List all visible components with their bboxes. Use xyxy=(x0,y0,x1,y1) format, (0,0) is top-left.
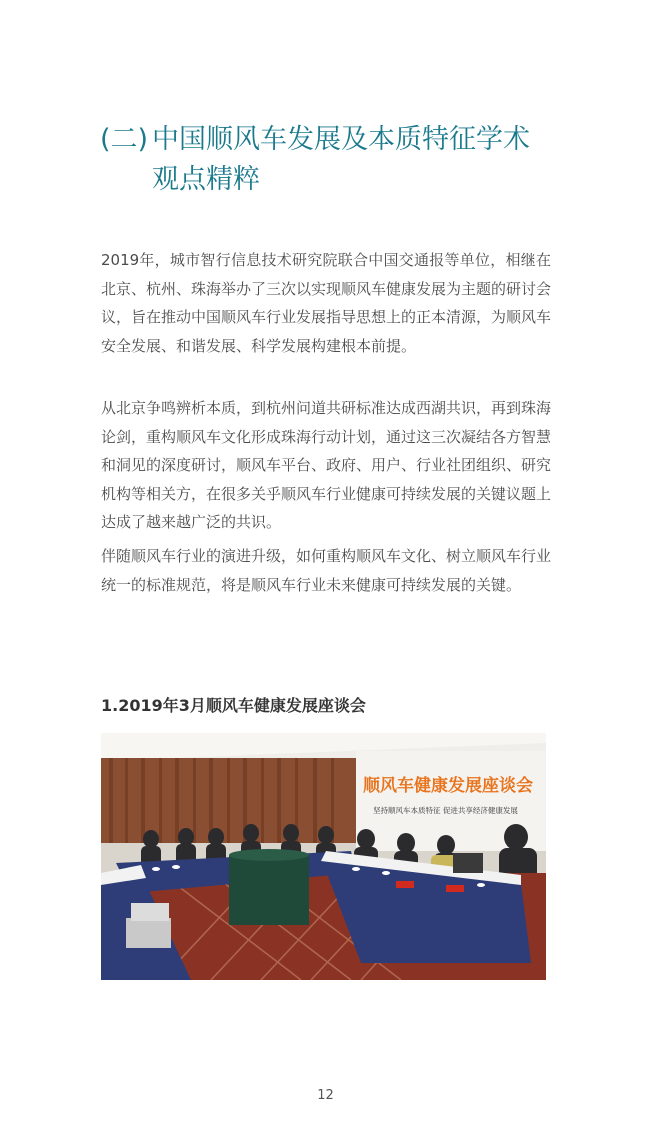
section-title-line2: 观点精粹 xyxy=(152,164,260,195)
body-paragraph-2: 从北京争鸣辨析本质，到杭州问道共研标准达成西湖共识，再到珠海论剑，重构顺风车文化形成珠海行动计划，通过这三次凝结各方智慧和洞见的深度研讨，顺风车平台、政府、用户、行业社团组织、研究机构等相关方，在很多关乎顺风车行业健康可持续发展的关键议题上达成了越来越广泛的共识。 xyxy=(101,399,552,531)
body-paragraph-3: 伴随顺风车行业的演进升级，如何重构顺风车文化、树立顺风车行业统一的标准规范，将是顺风车行业未来健康可持续发展的关键。 xyxy=(101,547,552,594)
banner-subtitle: 坚持顺风车本质特征 促进共享经济健康发展 xyxy=(373,806,518,815)
meeting-photo xyxy=(101,733,546,980)
section-title xyxy=(100,120,570,200)
body-paragraph-1: 2019年，城市智行信息技术研究院联合中国交通报等单位，相继在北京、杭州、珠海举办了三次以实现顺风车健康发展为主题的研讨会议，旨在推动中国顺风车行业发展指导思想上的正本清源，为顺风车安全发展、和谐发展、科学发展构建根本前提。 xyxy=(101,251,552,355)
section-number: (二) xyxy=(100,124,149,155)
sub-heading: 1.2019年3月顺风车健康发展座谈会 xyxy=(101,696,366,715)
page-number: 12 xyxy=(317,1088,334,1103)
banner-title: 顺风车健康发展座谈会 xyxy=(363,776,533,796)
section-title-line1: 中国顺风车发展及本质特征学术 xyxy=(152,124,530,155)
